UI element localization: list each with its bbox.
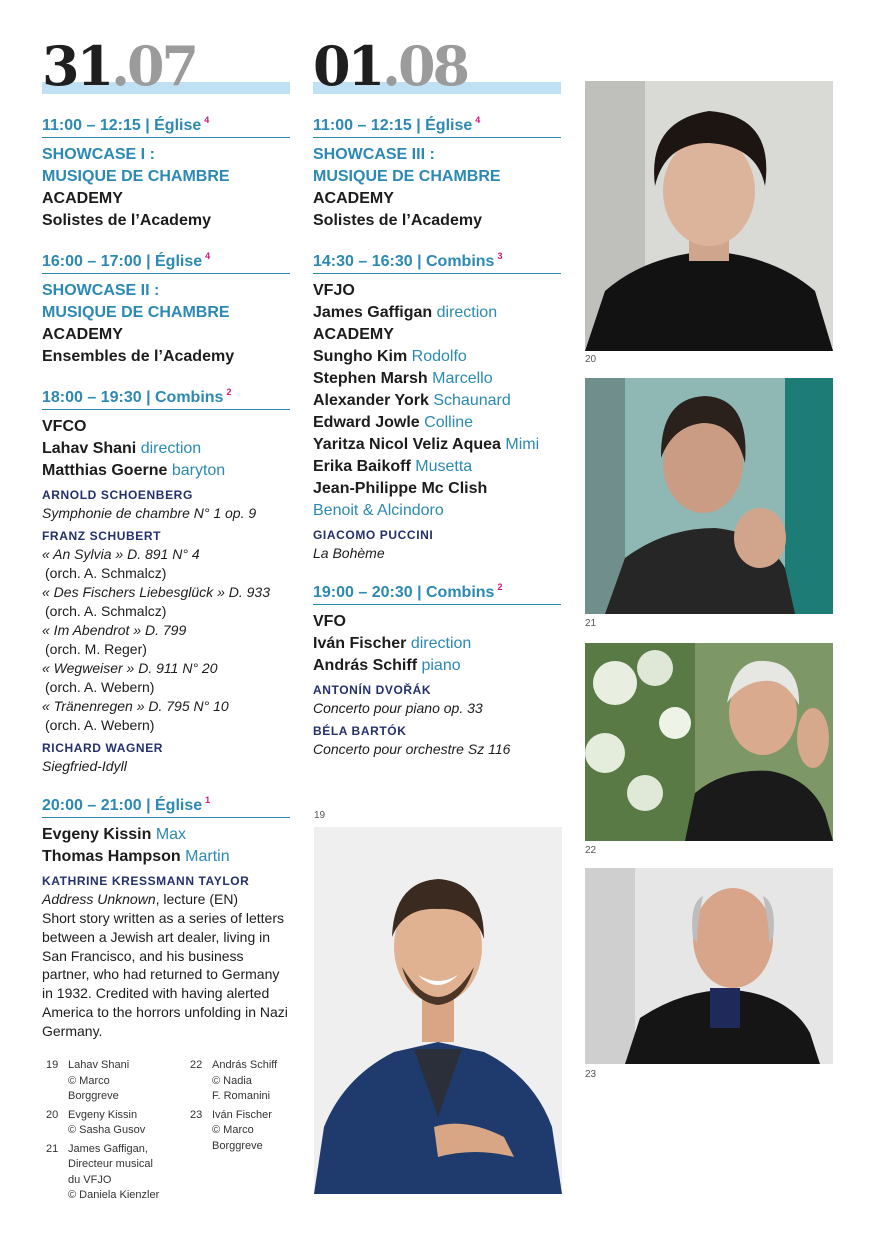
- time-slot-heading: [313, 577, 561, 605]
- event-list: [42, 110, 290, 1041]
- time-slot-heading: [42, 790, 290, 818]
- event-details: [42, 144, 290, 232]
- credit-line: © Daniela Kienzler: [68, 1189, 160, 1201]
- date-day: 31: [42, 34, 112, 98]
- credit-line: Iván Fischer: [212, 1108, 272, 1121]
- performer-line: [42, 324, 290, 346]
- performer-line: [42, 846, 290, 868]
- photo-lahav-shani: [314, 827, 562, 1194]
- performer-name: SHOWCASE I :: [42, 146, 155, 163]
- day-column-01-08: [313, 34, 561, 759]
- performer-name: VFCO: [42, 418, 87, 435]
- credit-text: [68, 1142, 162, 1204]
- performer-role: Rodolfo: [411, 348, 467, 365]
- time-slot-heading: [313, 110, 561, 138]
- photo-number: 22: [585, 845, 597, 856]
- credit-entry: [42, 1142, 162, 1204]
- performer-line: [42, 210, 290, 232]
- credit-line: © Sasha Gusov: [68, 1124, 146, 1136]
- photo-number: 21: [585, 618, 597, 629]
- credit-line: © Nadia: [212, 1074, 252, 1087]
- date-month: .07: [111, 34, 197, 98]
- time-slot-text: 11:00 – 12:15 | Église: [42, 117, 202, 134]
- work-title-text: Siegfried-Idyll: [42, 758, 127, 774]
- work-title-text: « Wegweiser » D. 911 N° 20: [42, 660, 218, 676]
- performer-name: Alexander York: [313, 392, 429, 409]
- credit-text: [212, 1108, 306, 1155]
- credit-line: András Schiff: [212, 1059, 278, 1071]
- performer-line: [313, 611, 561, 633]
- performer-line: [42, 188, 290, 210]
- performer-name: Ensembles de l’Academy: [42, 348, 235, 365]
- performer-line: [42, 302, 290, 324]
- orchestration-note: (orch. A. Schmalcz): [45, 603, 167, 619]
- composer-name: ANTONÍN DVOŘÁK: [313, 683, 432, 697]
- credit-text: [68, 1108, 162, 1139]
- event-details: [42, 280, 290, 368]
- performer-line: [42, 346, 290, 368]
- performer-name: ACADEMY: [42, 190, 123, 207]
- work-title: [42, 583, 290, 602]
- credit-entry: [42, 1108, 162, 1139]
- credit-line: © Marco Borggreve: [68, 1074, 119, 1102]
- performer-line: [42, 280, 290, 302]
- credit-number: 22: [190, 1059, 203, 1071]
- work-title: [313, 699, 561, 718]
- performer-line: [313, 188, 561, 210]
- performer-line: [313, 144, 561, 166]
- performer-name: James Gaffigan: [313, 304, 433, 321]
- work-title-text: « Des Fischers Liebesglück » D. 933: [42, 584, 270, 600]
- work-title-text: « An Sylvia » D. 891 N° 4: [42, 546, 200, 562]
- credit-line: Borggreve: [212, 1139, 263, 1152]
- composer-name: GIACOMO PUCCINI: [313, 528, 434, 542]
- performer-name: Yaritza Nicol Veliz Aquea: [313, 436, 501, 453]
- performer-line: [42, 144, 290, 166]
- credit-number: 20: [46, 1108, 59, 1121]
- performer-name: MUSIQUE DE CHAMBRE: [42, 168, 230, 185]
- performer-name: Stephen Marsh: [313, 370, 428, 387]
- photo-james-gaffigan: [585, 378, 833, 614]
- venue-number: 3: [497, 251, 503, 261]
- photo-number: 19: [314, 810, 326, 821]
- event-details: [42, 416, 290, 776]
- work-title: [313, 740, 561, 759]
- day-column-31-07: [42, 34, 290, 1041]
- composer-name: KATHRINE KRESSMANN TAYLOR: [42, 874, 250, 888]
- performer-line: [313, 302, 561, 324]
- work-title-text: « Im Abendrot » D. 799: [42, 622, 187, 638]
- photo-evgeny-kissin: [585, 81, 833, 351]
- venue-number: 4: [204, 115, 210, 125]
- performer-role: Colline: [424, 414, 474, 431]
- work-title-text: Address Unknown: [42, 891, 156, 907]
- work-title-text: Concerto pour orchestre Sz 116: [313, 741, 511, 757]
- performer-line: [42, 416, 290, 438]
- performer-name: VFO: [313, 613, 346, 630]
- performer-name: MUSIQUE DE CHAMBRE: [42, 304, 230, 321]
- performer-role: direction: [436, 304, 498, 321]
- work-title: [42, 545, 290, 564]
- credit-line: James Gaffigan,: [68, 1142, 148, 1155]
- performer-line: [313, 324, 561, 346]
- credit-line: Evgeny Kissin: [68, 1108, 138, 1121]
- orchestration-note: (orch. A. Webern): [45, 717, 155, 733]
- performer-name: Erika Baikoff: [313, 458, 411, 475]
- performer-role: Max: [155, 826, 187, 843]
- performer-line: [313, 346, 561, 368]
- composer-name: FRANZ SCHUBERT: [42, 529, 162, 543]
- date-day: 01: [313, 34, 383, 98]
- performer-line: [42, 824, 290, 846]
- credit-entry: [186, 1108, 306, 1155]
- photo-number: 20: [585, 354, 597, 365]
- performer-role: direction: [140, 440, 202, 457]
- performer-role: Musetta: [415, 458, 473, 475]
- event-details: [313, 611, 561, 759]
- event-list: [313, 110, 561, 759]
- performer-name: Iván Fischer: [313, 635, 407, 652]
- work-title-text: Symphonie de chambre N° 1 op. 9: [42, 505, 257, 521]
- orchestration-note: (orch. A. Webern): [45, 679, 155, 695]
- time-slot-text: 14:30 – 16:30 | Combins: [313, 253, 495, 270]
- work-title-text: « Tränenregen » D. 795 N° 10: [42, 698, 229, 714]
- photo-ivan-fischer: [585, 868, 833, 1064]
- performer-role: direction: [410, 635, 472, 652]
- performer-name: Evgeny Kissin: [42, 826, 152, 843]
- time-slot-text: 16:00 – 17:00 | Église: [42, 253, 203, 270]
- performer-name: ACADEMY: [313, 190, 394, 207]
- credit-line: © Marco: [212, 1124, 254, 1136]
- performer-role: baryton: [171, 462, 226, 479]
- composer-name: BÉLA BARTÓK: [313, 724, 407, 738]
- performer-name: Solistes de l’Academy: [42, 212, 211, 229]
- performer-name: Matthias Goerne: [42, 462, 168, 479]
- time-slot-heading: [42, 382, 290, 410]
- performer-line: [42, 166, 290, 188]
- venue-number: 4: [475, 115, 481, 125]
- performer-line: [42, 438, 290, 460]
- performer-name: Solistes de l’Academy: [313, 212, 482, 229]
- performer-line: [313, 390, 561, 412]
- event-description: Short story written as a series of letters between a Jewish art dealer, living in San Francisco, and his business partner, who had returned to Germany in 1932. Credited with having alerted America to the horrors unfolding in Nazi Germany.: [42, 910, 288, 1039]
- performer-role: Schaunard: [433, 392, 511, 409]
- work-title: [42, 757, 290, 776]
- performer-line: [313, 368, 561, 390]
- photo-andras-schiff: [585, 643, 833, 841]
- credit-number: 23: [190, 1108, 203, 1121]
- work-title: [42, 621, 290, 640]
- performer-role: piano: [421, 657, 461, 674]
- credit-number: 19: [46, 1059, 59, 1071]
- orchestration-note: (orch. M. Reger): [45, 641, 147, 657]
- performer-line: [313, 633, 561, 655]
- performer-name: MUSIQUE DE CHAMBRE: [313, 168, 501, 185]
- time-slot-heading: [313, 246, 561, 274]
- time-slot-text: 11:00 – 12:15 | Église: [313, 117, 473, 134]
- time-slot-text: 19:00 – 20:30 | Combins: [313, 584, 495, 601]
- credit-line: du VFJO: [68, 1173, 112, 1186]
- performer-name: ACADEMY: [313, 326, 394, 343]
- performer-line: [42, 460, 290, 482]
- performer-role: Benoit & Alcindoro: [313, 502, 444, 519]
- performer-name: Jean-Philippe Mc Clish: [313, 480, 488, 497]
- credit-line: F. Romanini: [212, 1090, 271, 1102]
- event-details: [313, 280, 561, 563]
- orchestration-note: (orch. A. Schmalcz): [45, 565, 167, 581]
- work-title: [42, 697, 290, 716]
- performer-line: [313, 456, 561, 478]
- work-title: [313, 544, 561, 563]
- credit-number: 21: [46, 1142, 59, 1155]
- performer-line: [313, 412, 561, 434]
- performer-name: Lahav Shani: [42, 440, 137, 457]
- work-title-text: Concerto pour piano op. 33: [313, 700, 483, 716]
- work-title-text: La Bohème: [313, 545, 385, 561]
- time-slot-heading: [42, 110, 290, 138]
- performer-line: [313, 280, 561, 302]
- time-slot-text: 18:00 – 19:30 | Combins: [42, 389, 224, 406]
- date-header: [313, 34, 561, 98]
- performer-name: ACADEMY: [42, 326, 123, 343]
- venue-number: 2: [497, 582, 503, 592]
- performer-role: Marcello: [432, 370, 493, 387]
- venue-number: 2: [226, 387, 232, 397]
- event-details: [313, 144, 561, 232]
- performer-name: András Schiff: [313, 657, 418, 674]
- composer-name: ARNOLD SCHOENBERG: [42, 488, 193, 502]
- performer-name: VFJO: [313, 282, 355, 299]
- performer-role: Mimi: [505, 436, 540, 453]
- venue-number: 1: [205, 795, 211, 805]
- time-slot-text: 20:00 – 21:00 | Église: [42, 797, 203, 814]
- performer-role: Martin: [185, 848, 230, 865]
- credits-left-column: [42, 1058, 162, 1207]
- performer-name: Edward Jowle: [313, 414, 420, 431]
- composer-name: RICHARD WAGNER: [42, 741, 164, 755]
- date-header: [42, 34, 290, 98]
- event-details: [42, 824, 290, 1041]
- photo-number: 23: [585, 1069, 597, 1080]
- performer-line: [313, 500, 561, 522]
- performer-line: [313, 434, 561, 456]
- credit-entry: [186, 1058, 306, 1105]
- work-title: [42, 504, 290, 523]
- performer-name: Sungho Kim: [313, 348, 408, 365]
- credit-text: [68, 1058, 162, 1105]
- credits-right-column: [186, 1058, 306, 1157]
- performer-name: Thomas Hampson: [42, 848, 181, 865]
- performer-line: [313, 166, 561, 188]
- credit-text: [212, 1058, 306, 1105]
- work-title: [42, 890, 290, 909]
- time-slot-heading: [42, 246, 290, 274]
- performer-line: [313, 210, 561, 232]
- credit-line: Directeur musical: [68, 1158, 153, 1170]
- credit-entry: [42, 1058, 162, 1105]
- performer-line: [313, 478, 561, 500]
- venue-number: 4: [205, 251, 211, 261]
- performer-name: SHOWCASE III :: [313, 146, 435, 163]
- work-suffix: , lecture (EN): [155, 891, 239, 907]
- performer-name: SHOWCASE II :: [42, 282, 160, 299]
- credit-line: Lahav Shani: [68, 1059, 130, 1071]
- work-title: [42, 659, 290, 678]
- date-month: .08: [382, 34, 468, 98]
- performer-line: [313, 655, 561, 677]
